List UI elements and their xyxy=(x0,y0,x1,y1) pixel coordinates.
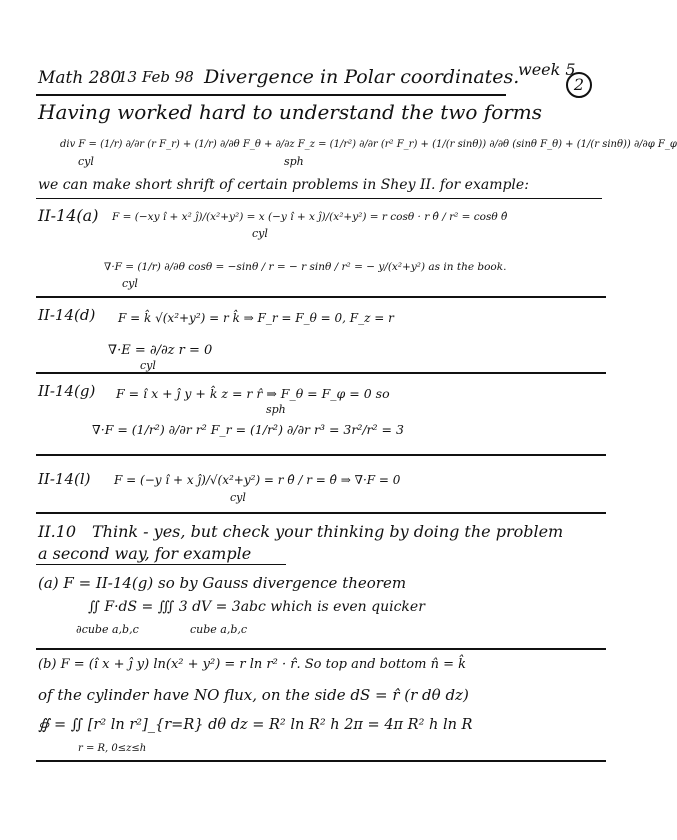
equation: F = î x + ĵ y + k̂ z = r r̂ ⇒ F_θ = F_φ = 0 so xyxy=(116,386,390,401)
intro-line: Having worked hard to understand the two forms xyxy=(38,100,543,124)
part-b-result: ∯ = ∬ [r² ln r²]_{r=R} dθ dz = R² ln R² h 2π = 4π R² h ln R xyxy=(38,717,473,733)
formula-sub-cyl: cyl xyxy=(78,155,94,168)
section-divider xyxy=(36,512,606,514)
equation-sub: cyl xyxy=(230,491,246,504)
page-number: 2 xyxy=(566,72,592,98)
equation-sub: cyl xyxy=(140,359,156,372)
date-label: 13 Feb 98 xyxy=(118,68,194,86)
section-divider xyxy=(36,648,606,650)
section-divider xyxy=(36,372,606,374)
part-b-line: of the cylinder have NO flux, on the side dS = r̂ (r dθ dz) xyxy=(38,686,469,704)
equation-sub: cyl xyxy=(252,227,268,240)
integral-sub: cube a,b,c xyxy=(190,623,248,636)
intro-example-line: we can make short shrift of certain problems in Shey II. for example: xyxy=(38,177,529,193)
integral-sub: ∂cube a,b,c xyxy=(76,623,139,636)
intro-underline xyxy=(36,198,602,199)
integral-sub: r = R, 0≤z≤h xyxy=(78,743,147,754)
problem-label: II-14(l) xyxy=(38,470,91,488)
equation: F = (−xy î + x² ĵ)/(x²+y²) = x (−y î + x ĵ)/(x²+y²) = r cosθ · r θ̂ / r² = cosθ θ̂ xyxy=(112,211,508,223)
equation: ∇·E = ∂/∂z r = 0 xyxy=(108,343,213,358)
formula-sub-sph: sph xyxy=(284,155,304,168)
title-underline xyxy=(36,94,506,96)
section-divider xyxy=(36,454,606,456)
section-divider xyxy=(36,296,606,298)
section-divider xyxy=(36,760,606,762)
text-line: a second way, for example xyxy=(38,544,252,563)
text-line: Think - yes, but check your thinking by doing the problem xyxy=(92,522,564,541)
problem-label: II-14(a) xyxy=(38,206,99,225)
equation-sub: cyl xyxy=(122,277,138,290)
equation: F = (−y î + x ĵ)/√(x²+y²) = r θ̂ / r = θ̂ ⇒ ∇·F = 0 xyxy=(114,473,401,487)
part-a-line: (a) F = II-14(g) so by Gauss divergence theorem xyxy=(38,574,407,592)
page-title: Divergence in Polar coordinates. xyxy=(204,66,520,88)
divergence-formula: div F = (1/r) ∂/∂r (r F_r) + (1/r) ∂/∂θ F_θ + ∂/∂z F_z = (1/r²) ∂/∂r (r² F_r) + (1/(r sinθ)) ∂/∂θ (sinθ F_θ) + (1/(r sinθ)) ∂/∂φ F_φ xyxy=(60,139,677,150)
problem-label: II-14(g) xyxy=(38,382,96,400)
equation: ∇·F = (1/r²) ∂/∂r r² F_r = (1/r²) ∂/∂r r³ = 3r²/r² = 3 xyxy=(92,422,404,437)
problem-label: II-14(d) xyxy=(38,306,96,324)
part-b-line: (b) F = (î x + ĵ y) ln(x² + y²) = r ln r² · r̂. So top and bottom n̂ = k̂ xyxy=(38,657,466,672)
problem-label: II.10 xyxy=(38,522,77,541)
course-label: Math 280 xyxy=(38,68,122,88)
week-label: week 5 xyxy=(518,60,576,79)
equation-sub: sph xyxy=(266,403,286,416)
equation: F = k̂ √(x²+y²) = r k̂ ⇒ F_r = F_θ = 0, F_z = r xyxy=(118,311,394,325)
equation: ∬ F·dS = ∭ 3 dV = 3abc which is even quicker xyxy=(88,599,425,615)
text-underline xyxy=(36,564,286,565)
equation: ∇·F = (1/r) ∂/∂θ cosθ = −sinθ / r = − r sinθ / r² = − y/(x²+y²) as in the book. xyxy=(104,261,507,273)
